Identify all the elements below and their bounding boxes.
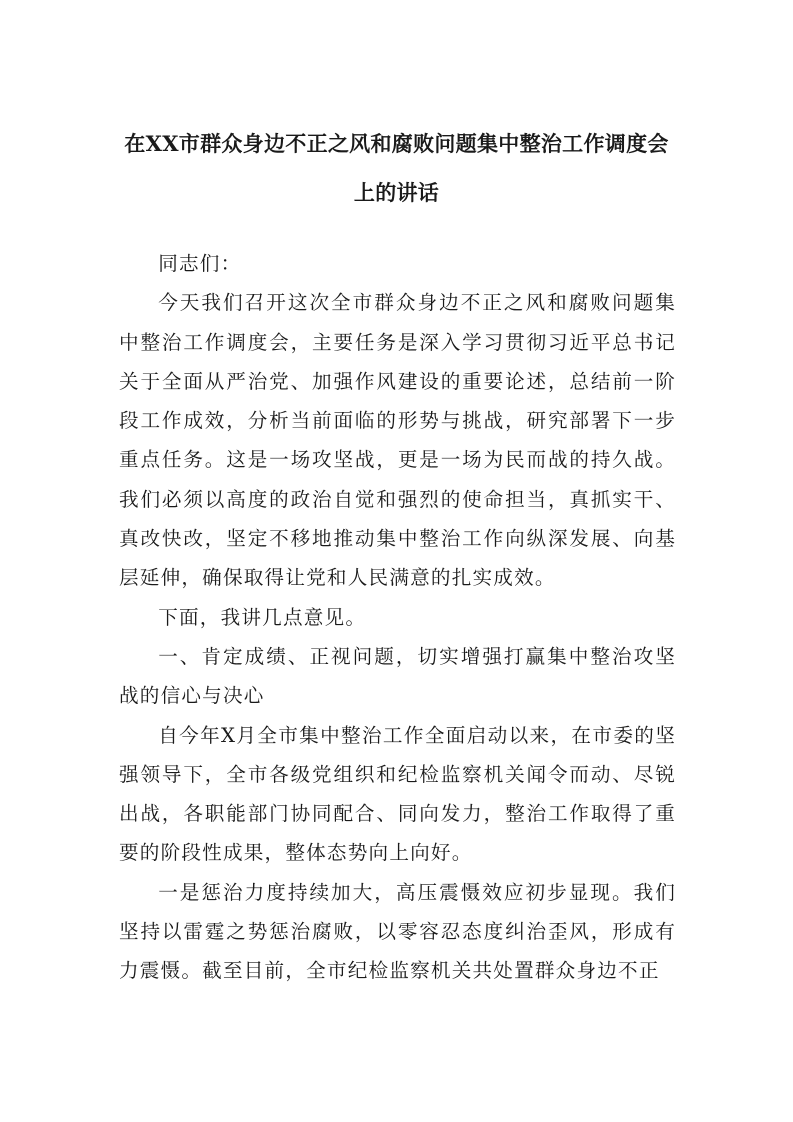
section-heading: 一、肯定成绩、正视问题，切实增强打赢集中整治攻坚战的信心与决心 [119,644,676,708]
body-paragraph: 自今年X月全市集中整治工作全面启动以来，在市委的坚强领导下，全市各级党组织和纪检监察机关闻令而动、尽锐出战，各职能部门协同配合、同向发力，整治工作取得了重要的阶段性成果，整体态势向上向好。 [119,723,676,865]
document-title-line-1: 在XX市群众身边不正之风和腐败问题集中整治工作调度会 [124,131,669,156]
body-paragraph: 一是惩治力度持续加大，高压震慑效应初步显现。我们坚持以雷霆之势惩治腐败，以零容忍态度纠治歪风，形成有力震慑。截至目前，全市纪检监察机关共处置群众身边不正 [119,880,676,983]
document-body [119,244,676,991]
body-paragraph: 下面，我讲几点意见。 [158,605,367,629]
document-title-line-2: 上的讲话 [353,180,440,205]
salutation: 同志们： [158,252,242,275]
body-paragraph: 今天我们召开这次全市群众身边不正之风和腐败问题集中整治工作调度会，主要任务是深入学习贯彻习近平总书记关于全面从严治党、加强作风建设的重要论述，总结前一阶段工作成效，分析当前面临的形势与挑战，研究部署下一步重点任务。这是一场攻坚战，更是一场为民而战的持久战。我们必须以高度的政治自觉和强烈的使命担当，真抓实干、真改快改，坚定不移地推动集中整治工作向纵深发展、向基层延伸，确保取得让党和人民满意的扎实成效。 [119,291,676,590]
